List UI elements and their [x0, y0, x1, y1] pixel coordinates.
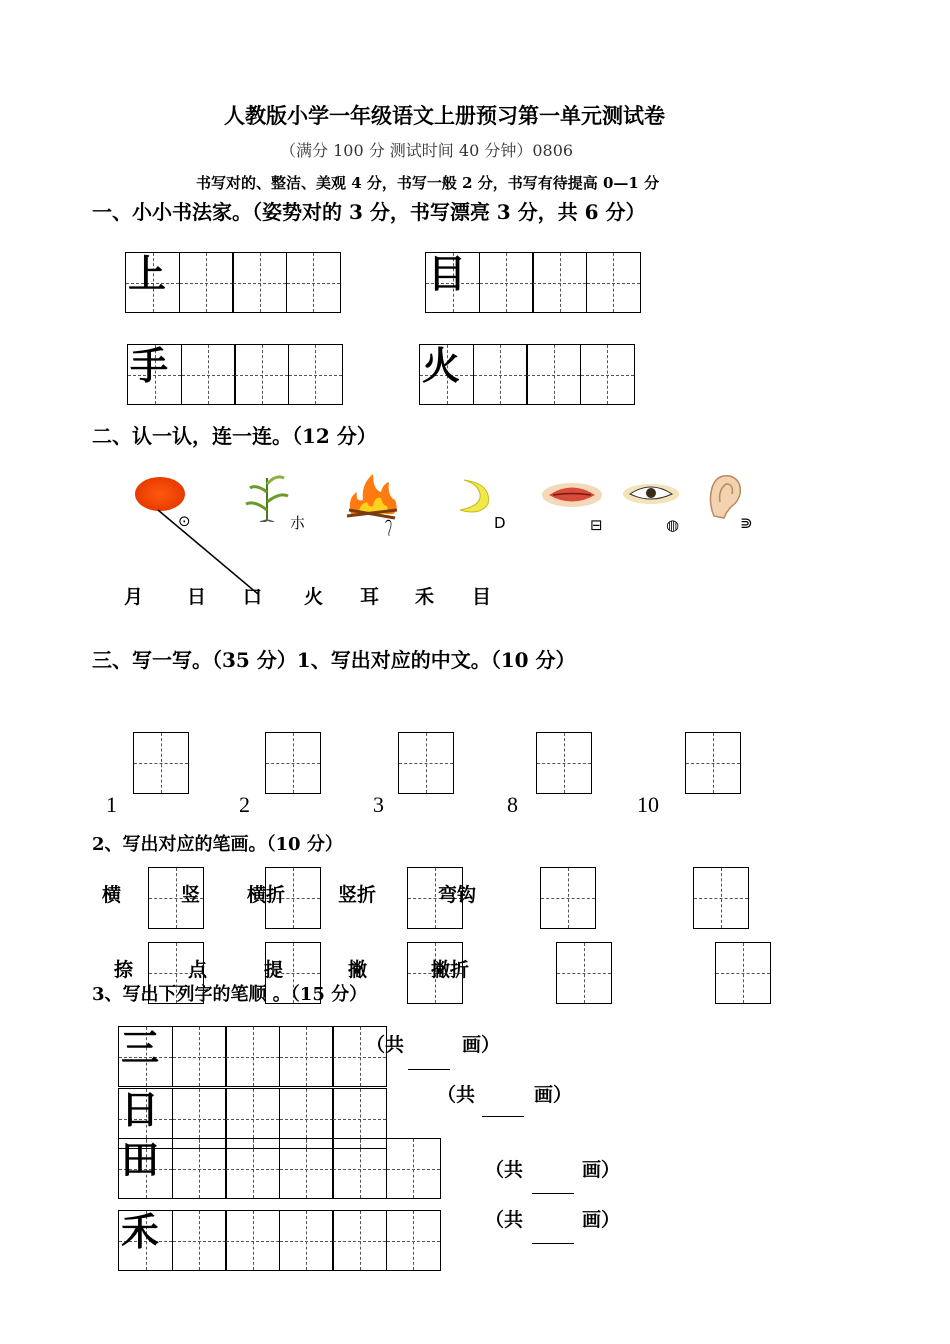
number-2: 2	[239, 792, 250, 817]
grid-cell[interactable]	[279, 1210, 334, 1271]
writing-grid-shang	[125, 252, 341, 313]
grid-cell[interactable]	[288, 344, 343, 405]
stroke-box[interactable]	[693, 867, 749, 929]
writing-grid-huo	[419, 344, 635, 405]
grid-cell[interactable]	[332, 1210, 387, 1271]
answer-box-2[interactable]	[265, 732, 321, 794]
model-char: 手	[130, 344, 169, 388]
grid-cell[interactable]	[286, 252, 341, 313]
writing-grid-shou	[127, 344, 343, 405]
stroke-heng: 横	[102, 884, 122, 906]
glyph-moon: D	[494, 514, 506, 532]
option-ri[interactable]: 日	[187, 586, 207, 608]
number-1: 1	[106, 792, 117, 817]
section1-title: 一、小小书法家。（姿势对的 3 分，书写漂亮 3 分，共 6 分）	[92, 200, 646, 224]
stroke-order-grid-tian	[118, 1138, 441, 1199]
stroke-count-blank[interactable]	[482, 1116, 524, 1117]
grid-cell[interactable]	[234, 344, 289, 405]
gong-label: （共	[366, 1034, 405, 1056]
grid-cell[interactable]	[181, 344, 236, 405]
number-3: 3	[373, 792, 384, 817]
section2-title: 二、认一认，连一连。（12 分）	[92, 424, 377, 448]
stroke-count-blank[interactable]	[408, 1069, 450, 1070]
stroke-hengzhe: 横折	[247, 884, 286, 906]
eye-icon	[622, 482, 680, 506]
glyph-sun: ⊙	[178, 512, 191, 530]
grid-cell[interactable]	[172, 1210, 227, 1271]
grid-cell[interactable]	[526, 344, 581, 405]
option-huo[interactable]: 火	[304, 586, 324, 608]
option-kou[interactable]: 口	[243, 586, 263, 608]
grid-cell[interactable]	[386, 1210, 441, 1271]
mouth-icon	[541, 480, 603, 510]
stroke-count-blank[interactable]	[532, 1193, 574, 1194]
grid-cell	[425, 252, 480, 313]
glyph-ear: ⋑	[740, 514, 753, 532]
answer-box-1[interactable]	[133, 732, 189, 794]
stroke-wangou: 弯钩	[438, 884, 477, 906]
glyph-fire: ᭢	[384, 514, 394, 532]
grid-cell[interactable]	[580, 344, 635, 405]
answer-box-10[interactable]	[685, 732, 741, 794]
writing-grid-mu	[425, 252, 641, 313]
stroke-dian: 点	[188, 959, 208, 981]
stroke-order-grid-he	[118, 1210, 441, 1271]
grid-cell[interactable]	[532, 252, 587, 313]
hua-label: 画）	[462, 1034, 501, 1056]
part2-title: 2、写出对应的笔画。（10 分）	[92, 834, 343, 855]
grid-cell	[118, 1138, 173, 1199]
grid-cell[interactable]	[225, 1138, 280, 1199]
grid-cell	[125, 252, 180, 313]
grid-cell[interactable]	[473, 344, 528, 405]
stroke-piezhe: 撇折	[431, 959, 470, 981]
grid-cell	[118, 1210, 173, 1271]
model-char: 目	[428, 252, 467, 296]
model-char: 上	[128, 252, 167, 296]
stroke-shuzhe: 竖折	[338, 884, 377, 906]
gong-label: （共	[485, 1209, 524, 1231]
stroke-box[interactable]	[540, 867, 596, 929]
page-subtitle: （满分 100 分 测试时间 40 分钟）0806	[280, 141, 574, 160]
answer-box-8[interactable]	[536, 732, 592, 794]
model-char: 火	[422, 344, 461, 388]
writing-note: 书写对的、整洁、美观 4 分，书写一般 2 分，书写有待提高 0—1 分	[196, 174, 660, 192]
grid-cell[interactable]	[279, 1026, 334, 1087]
glyph-plant: 朩	[290, 514, 306, 532]
model-char: 日	[121, 1088, 160, 1132]
stroke-order-grid-san	[118, 1026, 387, 1087]
grid-cell[interactable]	[332, 1138, 387, 1199]
hua-label: 画）	[582, 1159, 621, 1181]
grid-cell[interactable]	[172, 1138, 227, 1199]
number-10: 10	[637, 792, 659, 817]
grid-cell[interactable]	[225, 1210, 280, 1271]
stroke-box[interactable]	[556, 942, 612, 1004]
model-char: 田	[121, 1138, 160, 1182]
section3-title: 三、写一写。（35 分）1、写出对应的中文。（10 分）	[92, 648, 576, 672]
part3-title: 3、写出下列字的笔顺 。（15 分）	[92, 984, 368, 1005]
stroke-pie: 撇	[348, 959, 368, 981]
hua-label: 画）	[582, 1209, 621, 1231]
option-yue[interactable]: 月	[124, 586, 144, 608]
grid-cell[interactable]	[225, 1026, 280, 1087]
grid-cell[interactable]	[279, 1138, 334, 1199]
answer-box-3[interactable]	[398, 732, 454, 794]
moon-icon	[452, 476, 496, 516]
grid-cell	[127, 344, 182, 405]
stroke-ti: 提	[264, 959, 284, 981]
ear-icon	[704, 472, 744, 520]
grid-cell[interactable]	[479, 252, 534, 313]
stroke-na: 捺	[114, 959, 134, 981]
gong-label: （共	[485, 1159, 524, 1181]
stroke-count-blank[interactable]	[532, 1243, 574, 1244]
grid-cell	[419, 344, 474, 405]
model-char: 三	[121, 1026, 160, 1070]
grid-cell[interactable]	[232, 252, 287, 313]
grid-cell[interactable]	[386, 1138, 441, 1199]
page-title: 人教版小学一年级语文上册预习第一单元测试卷	[224, 103, 665, 128]
glyph-eye: ◍	[666, 516, 680, 534]
grid-cell[interactable]	[179, 252, 234, 313]
grid-cell[interactable]	[586, 252, 641, 313]
glyph-mouth: ⊟	[590, 516, 603, 534]
stroke-box[interactable]	[715, 942, 771, 1004]
option-mu[interactable]: 目	[472, 586, 492, 608]
option-er[interactable]: 耳	[360, 586, 380, 608]
gong-label: （共	[437, 1084, 476, 1106]
option-he[interactable]: 禾	[415, 586, 435, 608]
model-char: 禾	[121, 1210, 160, 1254]
hua-label: 画）	[534, 1084, 573, 1106]
stroke-shu: 竖	[181, 884, 201, 906]
grid-cell	[118, 1026, 173, 1087]
grid-cell[interactable]	[172, 1026, 227, 1087]
number-8: 8	[507, 792, 518, 817]
